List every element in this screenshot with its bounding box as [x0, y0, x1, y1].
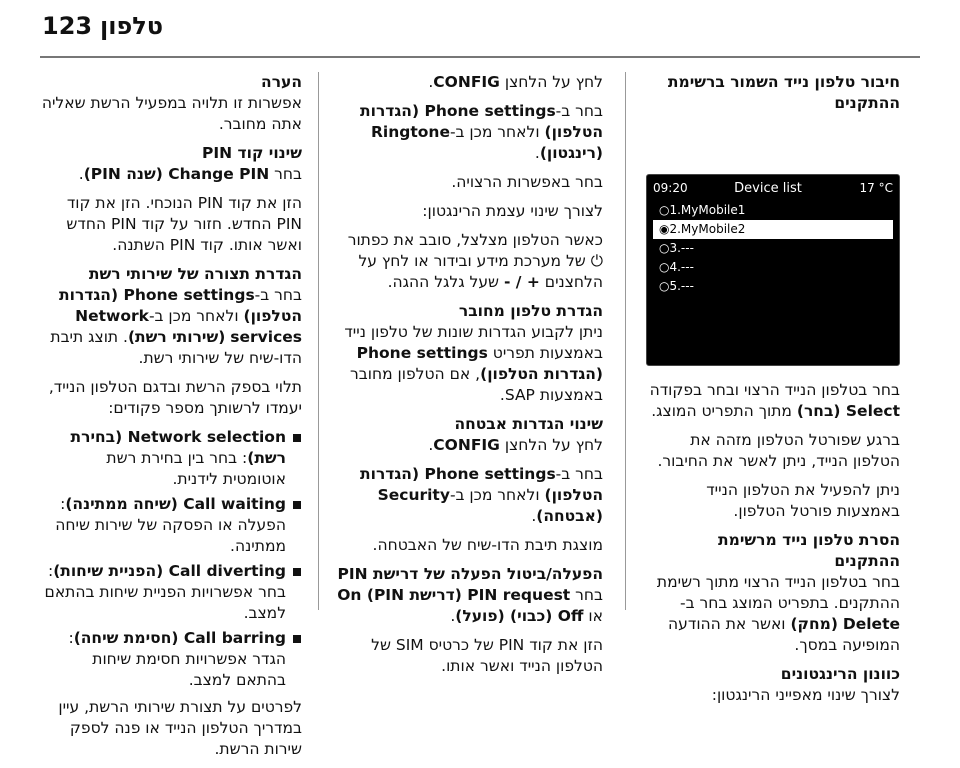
screen-status-bar	[647, 175, 899, 201]
column-middle	[335, 72, 603, 685]
paragraph: בחר ב-Phone settings (הגדרות הטלפון) ולאחר מכן ב-Security (אבטחה).	[360, 465, 603, 525]
list-item: Call barring (חסימת שיחה): הגדר אפשרויות חסימת שיחות בהתאם למצב.	[40, 628, 302, 691]
paragraph: ניתן להפעיל את הטלפון הנייד באמצעות פורטל הטלפון.	[706, 481, 900, 520]
column-left	[40, 72, 302, 768]
column-divider-right	[625, 72, 626, 610]
column-divider-left	[318, 72, 319, 610]
list-item: Call waiting (שיחה ממתינה): הפעלה או הפסקה של שירות שיחה ממתינה.	[40, 494, 302, 557]
paragraph: מוצגת תיבת הדו-שיח של האבטחה.	[372, 536, 603, 554]
paragraph: בחר PIN request (דרישת PIN) On או Off (כבוי) (פועל).	[337, 586, 603, 625]
header-rule	[40, 56, 920, 58]
paragraph: לפרטים על תצורת שירותי הרשת, עיין במדריך הטלפון הנייד או פנה לספק שירות הרשת.	[58, 698, 302, 758]
heading-change-pin: שינוי קוד PIN	[202, 144, 302, 162]
paragraph: בחר ב-Phone settings (הגדרות הטלפון) ולאחר מכן ב-Network services (שירותי רשת). תוצג תיבת הדו-שיח של שירותי רשת.	[50, 286, 302, 367]
paragraph: כאשר הטלפון מצלצל, סובב את כפתור ⏻ של מערכת מידע ובידור או לחץ על הלחצנים + / - שעל גלגל ההגה.	[347, 231, 603, 291]
paragraph: לחץ על הלחצן CONFIG.	[428, 436, 603, 454]
paragraph: לצורך שינוי עצמת הרינגטון:	[422, 202, 603, 220]
screen-time: 09:20	[653, 180, 688, 195]
list-item: Call diverting (הפניית שיחות): בחר אפשרויות הפניית שיחות בהתאם למצב.	[40, 561, 302, 624]
device-list-screen	[646, 174, 900, 366]
page-header	[0, 0, 960, 64]
radio-empty-icon: ○	[659, 241, 670, 255]
paragraph: הזן את קוד PIN הנוכחי. הזן את קוד PIN החדש. חזור על קוד PIN החדש ואשר אותו. קוד PIN השתנה.	[66, 194, 302, 254]
column-right	[648, 72, 900, 714]
paragraph: תלוי בספק הרשת ובדגם הטלפון הנייד, יעמדו לרשותך מספר פקודים:	[48, 378, 302, 417]
heading-connect-device: חיבור טלפון נייד השמור ברשימת ההתקנים	[667, 73, 900, 112]
heading-remove-device: הסרת טלפון נייד מרשימת ההתקנים	[718, 531, 900, 570]
heading-ringtones: כוונון הרינגטונים	[780, 665, 900, 683]
paragraph: בחר באפשרות הרצויה.	[451, 173, 603, 191]
paragraph: ברגע שפורטל הטלפון מזהה את הטלפון הנייד, ניתן לאשר את החיבור.	[657, 431, 900, 470]
radio-selected-icon: ◉	[659, 222, 670, 236]
device-list-item[interactable]: ○3.---	[659, 241, 694, 255]
list-item: Network selection (בחירת רשת): בחר בין בחירת רשת אוטומטית לידנית.	[40, 427, 302, 490]
paragraph: לצורך שינוי מאפייני הרינגטון:	[711, 686, 900, 704]
paragraph: בחר Change PIN (שנה PIN).	[78, 165, 302, 183]
page-number: 123	[42, 12, 93, 40]
subheading-pin-request: הפעלה/ביטול הפעלה של דרישת PIN	[337, 565, 603, 583]
network-options-list	[40, 427, 302, 691]
device-list-item[interactable]: ○4.---	[659, 260, 694, 274]
heading-security: שינוי הגדרות אבטחה	[454, 415, 603, 433]
device-list-item-selected[interactable]: ◉2.MyMobile2	[653, 220, 893, 239]
paragraph: בחר ב-Phone settings (הגדרות הטלפון) ולאחר מכן ב-Ringtone (רינגטון).	[360, 102, 603, 162]
paragraph: ניתן לקבוע הגדרות שונות של טלפון נייד באמצעות תפריט Phone settings (הגדרות הטלפון), אם הטלפון מחובר באמצעות SAP.	[344, 323, 603, 404]
device-list-item[interactable]: ○1.MyMobile1	[659, 203, 746, 217]
paragraph: בחר בטלפון הנייד הרצוי מתוך רשימת ההתקנים. בתפריט המוצג בחר ב-Delete (מחק) ואשר את ההודעה המופיעה במסך.	[656, 573, 900, 654]
radio-empty-icon: ○	[659, 279, 670, 293]
device-list-item[interactable]: ○5.---	[659, 279, 694, 293]
screen-title: Device list	[734, 180, 802, 196]
paragraph: לחץ על הלחצן CONFIG.	[428, 73, 603, 91]
paragraph: אפשרות זו תלויה במפעיל הרשת שאליה אתה מחובר.	[41, 94, 302, 133]
radio-empty-icon: ○	[659, 203, 670, 217]
heading-note: הערה	[261, 73, 302, 91]
screen-temperature: 17 °C	[859, 180, 893, 195]
paragraph: הזן את קוד PIN של כרטיס SIM של הטלפון הנייד ואשר אותו.	[371, 636, 603, 675]
heading-paired-phone: הגדרת טלפון מחובר	[458, 302, 603, 320]
page-title: טלפון	[100, 12, 164, 40]
radio-empty-icon: ○	[659, 260, 670, 274]
power-knob-icon: ⏻	[590, 252, 603, 270]
paragraph: בחר בטלפון הנייד הרצוי ובחר בפקודה Select (בחר) מתוך התפריט המוצג.	[649, 381, 900, 420]
heading-network-services: הגדרת תצורה של שירותי רשת	[88, 265, 302, 283]
